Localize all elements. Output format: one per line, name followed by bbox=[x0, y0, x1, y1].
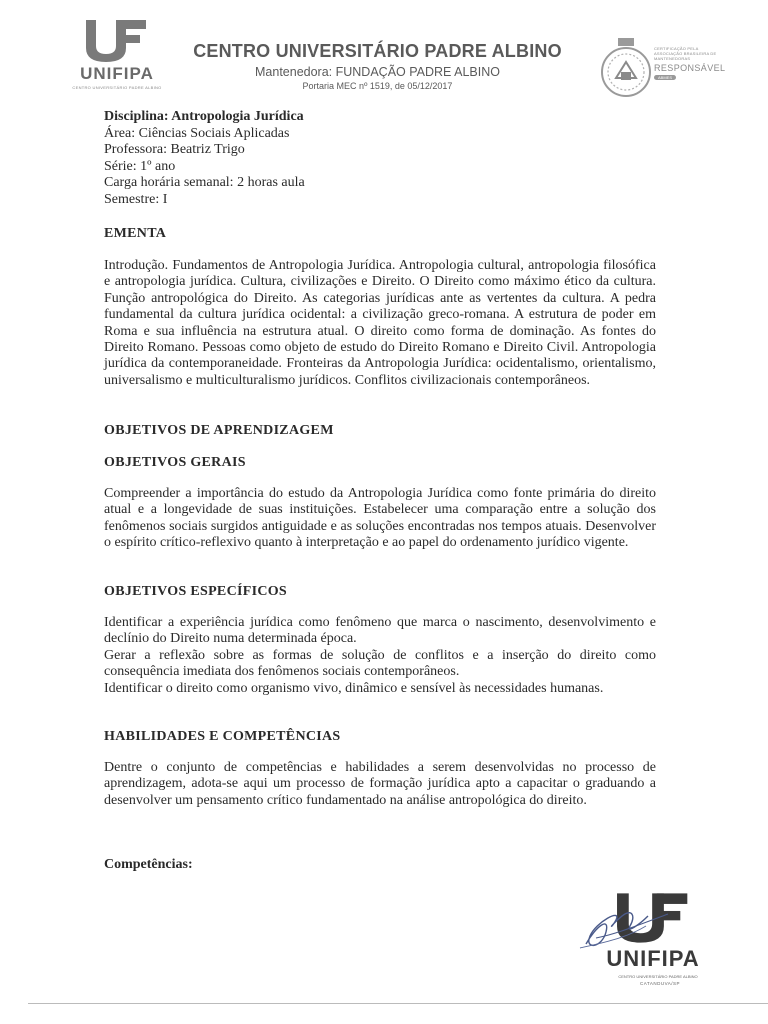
competencias-label: Competências: bbox=[104, 857, 193, 872]
habilidades-heading: HABILIDADES E COMPETÊNCIAS bbox=[104, 729, 341, 744]
unifipa-logo bbox=[58, 18, 170, 98]
especifico-item: Identificar a experiência jurídica como fenômeno que marca o nascimento, desenvolvimento e declínio do Direito numa determinada época. bbox=[104, 615, 656, 647]
objetivos-especificos-heading: OBJETIVOS ESPECÍFICOS bbox=[104, 584, 288, 599]
logo-small-text: CENTRO UNIVERSITÁRIO PADRE ALBINO bbox=[72, 85, 162, 90]
discipline-line: Disciplina: Antropologia Jurídica bbox=[104, 109, 304, 124]
objetivos-gerais-text: Compreender a importância do estudo da Antropologia Jurídica como fonte primária do direito atual e a longevidade de suas instituições. Estabelecer uma comparação entre a solução dos fenômenos sociais surgidos antiguidade e as soluções encontradas nos tempos atuais. Desenvolver o espírito crítico-reflexivo quanto à interpretação e ao papel do ordenamento jurídico vigente. bbox=[104, 486, 656, 551]
seal-big-text: RESPONSÁVEL bbox=[654, 63, 726, 73]
ementa-text: Introdução. Fundamentos de Antropologia Jurídica. Antropologia cultural, antropologia filosófica e antropologia jurídica. Cultura, civilizações e Direito. O Direito como máximo ético da cultura. Função antropológica do Direito. As categorias jurídicas ante as vertentes da cultura. A pedra fundamental da cultura jurídica ocidental: a civilização greco-romana. A estrutura de poder em Roma e sua influência na estrutura atual. O direito como forma de dominação. As fontes do Direito Romano. Pessoas como objeto de estudo do Direito Romano e Direito Civil. Antropologia jurídica da contemporaneidade. Fronteiras da Antropologia Jurídica: ocidentalismo, orientalismo, universalismo e multiculturalismo jurídicos. Conflitos civilizacionais contemporâneos. bbox=[104, 258, 656, 388]
course-info bbox=[104, 109, 664, 209]
ementa-paragraph bbox=[104, 258, 656, 389]
objetivos-heading: OBJETIVOS DE APRENDIZAGEM bbox=[104, 423, 334, 438]
institution-title: CENTRO UNIVERSITÁRIO PADRE ALBINO bbox=[193, 41, 562, 61]
stamp-small-text: CENTRO UNIVERSITÁRIO PADRE ALBINO bbox=[618, 974, 698, 979]
institution-ordinance: Portaria MEC nº 1519, de 05/12/2017 bbox=[302, 81, 453, 91]
seal-tag bbox=[654, 75, 726, 80]
series-line: Série: 1º ano bbox=[104, 158, 176, 174]
logo-brand-text: UNIFIPA bbox=[80, 64, 154, 83]
semester-line: Semestre: I bbox=[104, 191, 168, 207]
objetivos-especificos-list bbox=[104, 615, 656, 697]
especifico-item: Identificar o direito como organismo vivo, dinâmico e sensível às necessidades humanas. bbox=[104, 680, 604, 696]
area-line: Área: Ciências Sociais Aplicadas bbox=[104, 125, 290, 141]
habilidades-paragraph bbox=[104, 760, 656, 809]
seal-small-text: CERTIFICAÇÃO PELA ASSOCIAÇÃO BRASILEIRA DE MANTENEDORAS bbox=[654, 46, 717, 61]
uf-logo-icon bbox=[80, 18, 150, 64]
teacher-line: Professora: Beatriz Trigo bbox=[104, 142, 245, 158]
signature-icon bbox=[576, 886, 696, 956]
objetivos-gerais-paragraph bbox=[104, 486, 656, 552]
objetivos-gerais-heading: OBJETIVOS GERAIS bbox=[104, 455, 246, 470]
bottom-rule bbox=[28, 1003, 768, 1004]
habilidades-text: Dentre o conjunto de competências e habilidades a serem desenvolvidas no processo de aprendizagem, adota-se aqui um processo de formação jurídica apto a capacitar o graduando a desenvolver um pensamento crítico fundamentado na análise antropológica do direito. bbox=[104, 760, 656, 808]
institution-subtitle: Mantenedora: FUNDAÇÃO PADRE ALBINO bbox=[255, 65, 500, 79]
stamp-city-text: CATANDUVA/SP bbox=[639, 981, 680, 986]
hours-line: Carga horária semanal: 2 horas aula bbox=[104, 175, 305, 191]
responsible-institution-seal-icon bbox=[598, 38, 654, 100]
seal-tag-label: ABMES bbox=[654, 75, 676, 80]
seal-text bbox=[654, 46, 726, 80]
letterhead bbox=[180, 40, 575, 92]
especifico-item: Gerar a reflexão sobre as formas de solução de conflitos e a inserção do direito como consequência imediata dos fenômenos sociais contemporâneos. bbox=[104, 647, 656, 680]
stamp-brand-text: UNIFIPA bbox=[606, 946, 700, 971]
ementa-heading: EMENTA bbox=[104, 226, 167, 241]
